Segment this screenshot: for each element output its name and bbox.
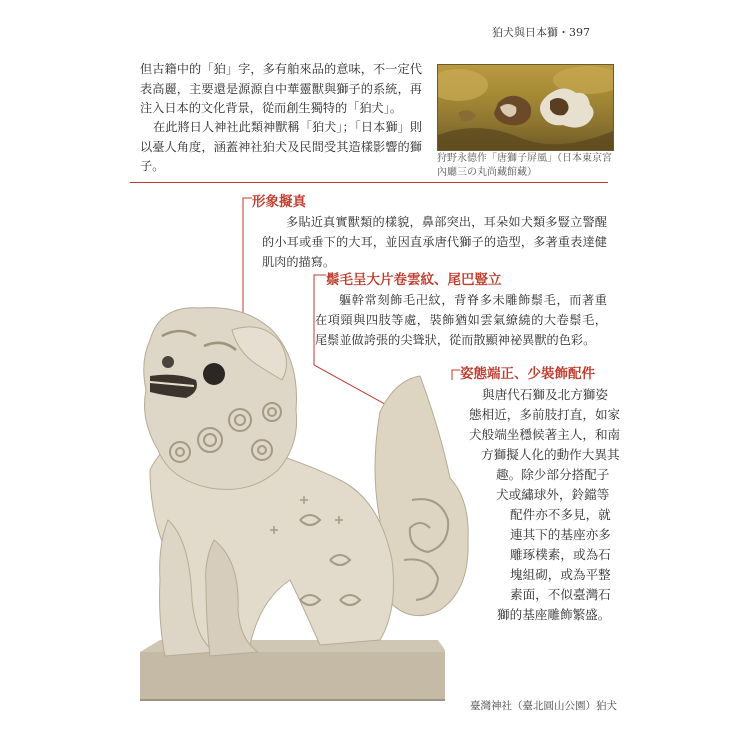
pose-text-line: 雕琢樸素，或為石 (510, 547, 611, 562)
pose-text-line: 素面，不似臺灣石 (510, 587, 611, 602)
heading-upright-pose: 姿態端正、少裝飾配件 (460, 366, 595, 382)
pose-text-line: 獅的基座雕飾繁盛。 (497, 607, 611, 622)
pose-text-line: 塊組砌，或為平整 (510, 567, 611, 582)
body-realistic-form: 多貼近真實獸類的樣貌，鼻部突出，耳朵如犬類多豎立警醒的小耳或垂下的大耳，並因直承唐代獅子的造型，多著重表達健肌肉的描寫。 (262, 215, 607, 269)
photo-caption: 臺灣神社（臺北圓山公園）狛犬 (470, 700, 617, 712)
pose-text-line: 配件亦不多見，就 (510, 507, 611, 522)
body-mane-tail: 軀幹常刻飾毛卍紋，背脊多未雕飾鬃毛，而著重在項頸與四肢等處，裝飾猶如雲氣繚繞的大卷鬃毛，尾鬃並做誇張的尖聳狀，從而散顯神祕異獸的色彩。 (315, 293, 607, 347)
intro-paragraph-2: 在此將日人神社此類神獸稱「狛犬」；「日本獅」則以臺人角度，涵蓋神社狛犬及民間受其造樣影響的獅子。 (140, 120, 422, 173)
heading-realistic-form: 形象擬真 (252, 194, 306, 210)
callout-line-pose (452, 370, 460, 380)
running-header: 狛犬與日本獅・397 (492, 26, 590, 39)
heading-mane-tail: 鬃毛呈大片卷雲紋、尾巴豎立 (326, 272, 502, 288)
pose-text-line: 方獅擬人化的動作大異其 (481, 447, 620, 462)
pose-text-line: 犬或繡球外，鈴鐺等 (496, 487, 610, 502)
painting-caption: 狩野永德作「唐獅子屏風」（日本東京宮內廳三の丸尚藏館藏） (437, 153, 612, 178)
intro-paragraph-1: 但古籍中的「狛」字，多有舶來品的意味，不一定代表高麗，主要還是源源自中華靈獸與獅子的系統，再注入日本的文化背景，從而創生獨特的「狛犬」。 (140, 62, 422, 115)
pose-text-line: 與唐代石獅及北方獅姿 (482, 387, 608, 402)
pose-text-line: 犬般端坐穩候著主人，和南 (469, 427, 621, 442)
pose-text-line: 趣。除少部分搭配子 (496, 467, 610, 482)
pose-text-line: 態相近，多前肢打直，如家 (469, 407, 621, 422)
pose-text-line: 連其下的基座亦多 (510, 527, 611, 542)
